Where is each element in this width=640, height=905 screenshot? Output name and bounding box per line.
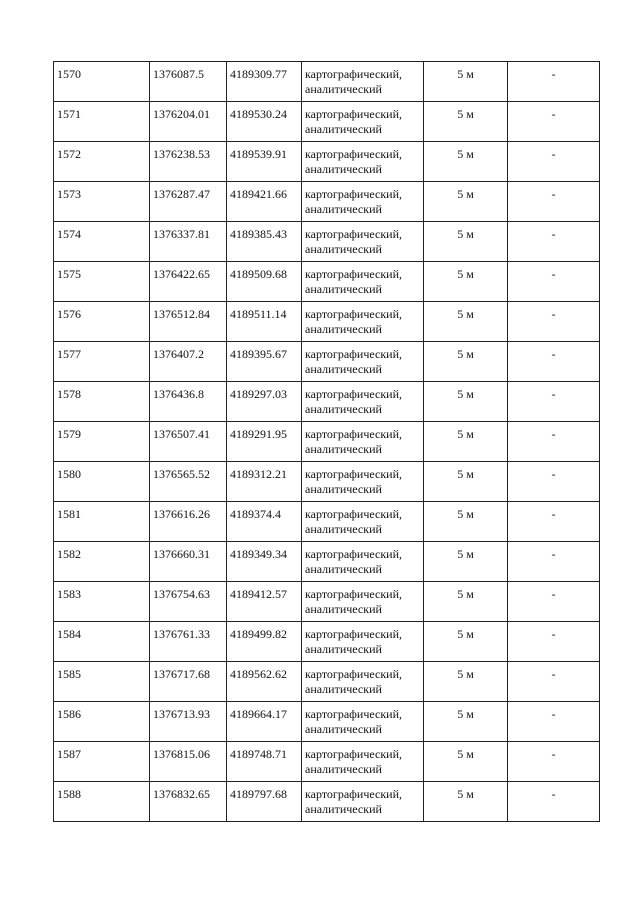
method-cell: картографический, аналитический	[302, 382, 424, 422]
note-cell: -	[508, 302, 600, 342]
note-cell: -	[508, 342, 600, 382]
table-row	[54, 422, 600, 462]
x-coordinate-cell: 1376660.31	[150, 542, 227, 582]
y-coordinate-cell: 4189412.57	[227, 582, 302, 622]
y-coordinate-cell: 4189530.24	[227, 102, 302, 142]
table-row	[54, 702, 600, 742]
method-cell: картографический, аналитический	[302, 62, 424, 102]
note-cell: -	[508, 782, 600, 822]
note-cell: -	[508, 182, 600, 222]
point-number-cell: 1574	[54, 222, 150, 262]
table-row	[54, 142, 600, 182]
accuracy-cell: 5 м	[424, 462, 508, 502]
table-row	[54, 382, 600, 422]
accuracy-cell: 5 м	[424, 582, 508, 622]
accuracy-cell: 5 м	[424, 302, 508, 342]
y-coordinate-cell: 4189395.67	[227, 342, 302, 382]
table-row	[54, 542, 600, 582]
point-number-cell: 1583	[54, 582, 150, 622]
table-row	[54, 782, 600, 822]
point-number-cell: 1585	[54, 662, 150, 702]
table-row	[54, 222, 600, 262]
note-cell: -	[508, 742, 600, 782]
x-coordinate-cell: 1376565.52	[150, 462, 227, 502]
note-cell: -	[508, 222, 600, 262]
note-cell: -	[508, 62, 600, 102]
y-coordinate-cell: 4189385.43	[227, 222, 302, 262]
x-coordinate-cell: 1376717.68	[150, 662, 227, 702]
y-coordinate-cell: 4189374.4	[227, 502, 302, 542]
x-coordinate-cell: 1376407.2	[150, 342, 227, 382]
table-row	[54, 102, 600, 142]
point-number-cell: 1580	[54, 462, 150, 502]
table-row	[54, 622, 600, 662]
accuracy-cell: 5 м	[424, 782, 508, 822]
point-number-cell: 1578	[54, 382, 150, 422]
y-coordinate-cell: 4189349.34	[227, 542, 302, 582]
point-number-cell: 1571	[54, 102, 150, 142]
note-cell: -	[508, 142, 600, 182]
x-coordinate-cell: 1376087.5	[150, 62, 227, 102]
point-number-cell: 1584	[54, 622, 150, 662]
y-coordinate-cell: 4189511.14	[227, 302, 302, 342]
x-coordinate-cell: 1376713.93	[150, 702, 227, 742]
method-cell: картографический, аналитический	[302, 262, 424, 302]
x-coordinate-cell: 1376337.81	[150, 222, 227, 262]
accuracy-cell: 5 м	[424, 182, 508, 222]
table-row	[54, 62, 600, 102]
y-coordinate-cell: 4189664.17	[227, 702, 302, 742]
accuracy-cell: 5 м	[424, 382, 508, 422]
point-number-cell: 1587	[54, 742, 150, 782]
point-number-cell: 1588	[54, 782, 150, 822]
note-cell: -	[508, 582, 600, 622]
note-cell: -	[508, 102, 600, 142]
table-row	[54, 462, 600, 502]
point-number-cell: 1586	[54, 702, 150, 742]
method-cell: картографический, аналитический	[302, 302, 424, 342]
note-cell: -	[508, 462, 600, 502]
note-cell: -	[508, 622, 600, 662]
y-coordinate-cell: 4189312.21	[227, 462, 302, 502]
method-cell: картографический, аналитический	[302, 462, 424, 502]
coordinates-table-body	[54, 62, 600, 822]
accuracy-cell: 5 м	[424, 542, 508, 582]
table-row	[54, 662, 600, 702]
accuracy-cell: 5 м	[424, 622, 508, 662]
note-cell: -	[508, 702, 600, 742]
method-cell: картографический, аналитический	[302, 342, 424, 382]
y-coordinate-cell: 4189297.03	[227, 382, 302, 422]
table-row	[54, 262, 600, 302]
x-coordinate-cell: 1376238.53	[150, 142, 227, 182]
x-coordinate-cell: 1376507.41	[150, 422, 227, 462]
x-coordinate-cell: 1376832.65	[150, 782, 227, 822]
method-cell: картографический, аналитический	[302, 542, 424, 582]
note-cell: -	[508, 422, 600, 462]
table-row	[54, 342, 600, 382]
x-coordinate-cell: 1376204.01	[150, 102, 227, 142]
y-coordinate-cell: 4189539.91	[227, 142, 302, 182]
note-cell: -	[508, 662, 600, 702]
accuracy-cell: 5 м	[424, 142, 508, 182]
x-coordinate-cell: 1376422.65	[150, 262, 227, 302]
accuracy-cell: 5 м	[424, 702, 508, 742]
x-coordinate-cell: 1376754.63	[150, 582, 227, 622]
accuracy-cell: 5 м	[424, 222, 508, 262]
x-coordinate-cell: 1376815.06	[150, 742, 227, 782]
table-row	[54, 502, 600, 542]
method-cell: картографический, аналитический	[302, 102, 424, 142]
point-number-cell: 1572	[54, 142, 150, 182]
y-coordinate-cell: 4189499.82	[227, 622, 302, 662]
point-number-cell: 1570	[54, 62, 150, 102]
x-coordinate-cell: 1376436.8	[150, 382, 227, 422]
accuracy-cell: 5 м	[424, 262, 508, 302]
y-coordinate-cell: 4189309.77	[227, 62, 302, 102]
point-number-cell: 1579	[54, 422, 150, 462]
accuracy-cell: 5 м	[424, 342, 508, 382]
method-cell: картографический, аналитический	[302, 502, 424, 542]
note-cell: -	[508, 262, 600, 302]
x-coordinate-cell: 1376761.33	[150, 622, 227, 662]
method-cell: картографический, аналитический	[302, 182, 424, 222]
method-cell: картографический, аналитический	[302, 782, 424, 822]
method-cell: картографический, аналитический	[302, 142, 424, 182]
note-cell: -	[508, 502, 600, 542]
table-row	[54, 582, 600, 622]
note-cell: -	[508, 382, 600, 422]
accuracy-cell: 5 м	[424, 502, 508, 542]
y-coordinate-cell: 4189421.66	[227, 182, 302, 222]
accuracy-cell: 5 м	[424, 742, 508, 782]
point-number-cell: 1575	[54, 262, 150, 302]
y-coordinate-cell: 4189291.95	[227, 422, 302, 462]
point-number-cell: 1581	[54, 502, 150, 542]
point-number-cell: 1576	[54, 302, 150, 342]
y-coordinate-cell: 4189509.68	[227, 262, 302, 302]
table-row	[54, 742, 600, 782]
coordinates-table	[53, 61, 600, 822]
note-cell: -	[508, 542, 600, 582]
y-coordinate-cell: 4189748.71	[227, 742, 302, 782]
point-number-cell: 1577	[54, 342, 150, 382]
method-cell: картографический, аналитический	[302, 742, 424, 782]
method-cell: картографический, аналитический	[302, 582, 424, 622]
point-number-cell: 1573	[54, 182, 150, 222]
method-cell: картографический, аналитический	[302, 702, 424, 742]
method-cell: картографический, аналитический	[302, 222, 424, 262]
y-coordinate-cell: 4189562.62	[227, 662, 302, 702]
table-row	[54, 182, 600, 222]
accuracy-cell: 5 м	[424, 662, 508, 702]
point-number-cell: 1582	[54, 542, 150, 582]
accuracy-cell: 5 м	[424, 62, 508, 102]
y-coordinate-cell: 4189797.68	[227, 782, 302, 822]
method-cell: картографический, аналитический	[302, 662, 424, 702]
x-coordinate-cell: 1376287.47	[150, 182, 227, 222]
x-coordinate-cell: 1376616.26	[150, 502, 227, 542]
method-cell: картографический, аналитический	[302, 622, 424, 662]
accuracy-cell: 5 м	[424, 102, 508, 142]
method-cell: картографический, аналитический	[302, 422, 424, 462]
x-coordinate-cell: 1376512.84	[150, 302, 227, 342]
table-row	[54, 302, 600, 342]
accuracy-cell: 5 м	[424, 422, 508, 462]
